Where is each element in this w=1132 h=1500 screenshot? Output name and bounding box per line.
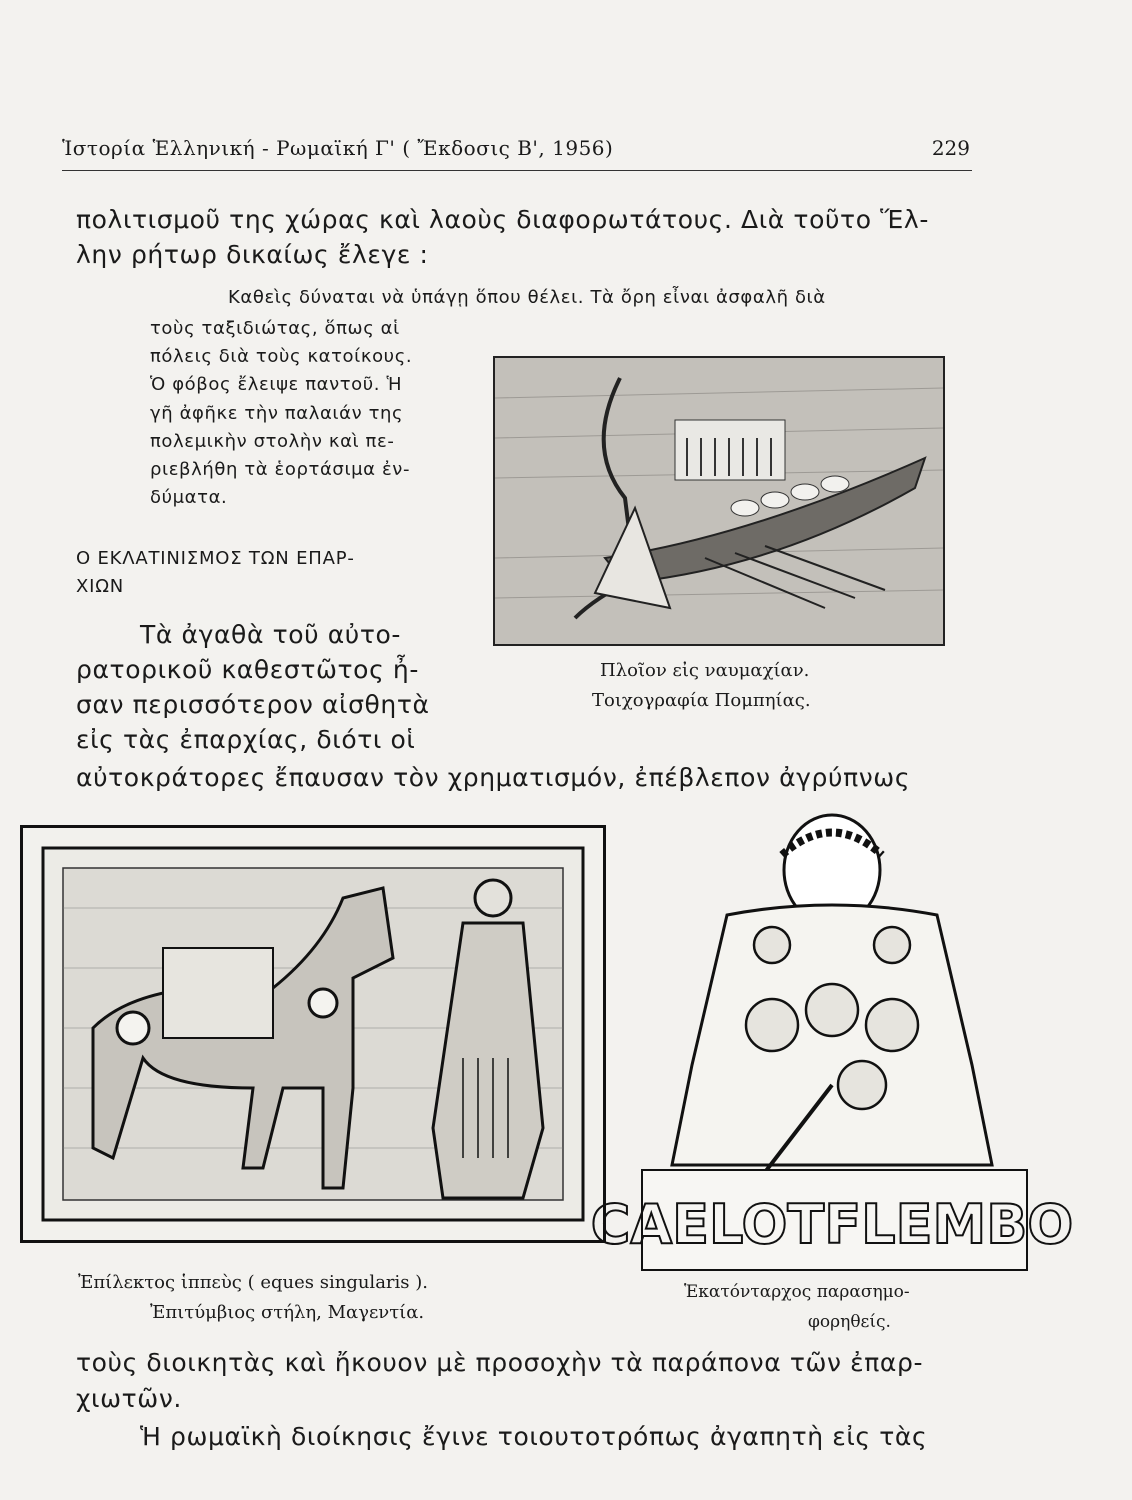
closing-line: τοὺς διοικητὰς καὶ ἤκουον μὲ προσοχὴν τὰ παράπονα τῶν ἐπαρ-	[76, 1348, 924, 1377]
quote-line: γῆ ἀφῆκε τὴν παλαιάν της	[150, 403, 404, 424]
section-line: εἰς τὰς ἐπαρχίας, διότι οἱ	[76, 725, 416, 754]
horseman-illustration	[23, 828, 603, 1240]
quote-line: Ὁ φόβος ἔλειψε παντοῦ. Ἡ	[150, 374, 403, 395]
centurion-caption: φορηθείς.	[808, 1312, 891, 1332]
centurion-figure	[590, 815, 1074, 1275]
running-header	[62, 136, 972, 171]
quote-line: πόλεις διὰ τοὺς κατοίκους.	[150, 346, 413, 367]
intro-line: λην ρήτωρ δικαίως ἔλεγε :	[76, 240, 429, 269]
ship-caption: Πλοῖον εἰς ναυμαχίαν.	[600, 660, 810, 681]
centurion-caption: Ἑκατόνταρχος παρασημο-	[684, 1282, 910, 1302]
quote-line: δύματα.	[150, 487, 228, 508]
horseman-figure	[20, 825, 606, 1243]
ship-figure	[493, 356, 945, 646]
section-line: αὐτοκράτορες ἔπαυσαν τὸν χρηματισμόν, ἐπέβλεπον ἀγρύπνως	[76, 763, 911, 792]
intro-line: πολιτισμοῦ της χώρας καὶ λαοὺς διαφορωτάτους. Διὰ τοῦτο Ἕλ-	[76, 205, 929, 234]
quote-line: πολεμικὴν στολὴν καὶ πε-	[150, 431, 395, 452]
book-title: Ἱστορία Ἑλληνική - Ρωμαϊκή Γ' ( Ἔκδοσις Β', 1956)	[62, 136, 614, 160]
quote-line: τοὺς ταξιδιώτας, ὅπως αἱ	[150, 318, 400, 339]
centurion-illustration	[590, 815, 1074, 1275]
section-heading: Ο ΕΚΛΑΤΙΝΙΣΜΟΣ ΤΩΝ ΕΠΑΡ-	[76, 548, 355, 569]
ship-caption: Τοιχογραφία Πομπηίας.	[592, 690, 811, 711]
centurion-inscription: CAELOTFLEMBO	[590, 1193, 1074, 1256]
quote-line: ριεβλήθη τὰ ἑορτάσιμα ἐν-	[150, 459, 411, 480]
quote-line: Καθεὶς δύναται νὰ ὑπάγῃ ὅπου θέλει. Τὰ ὄρη εἶναι ἀσφαλῆ διὰ	[228, 287, 826, 308]
closing-line: Ἡ ρωμαϊκὴ διοίκησις ἔγινε τοιουτοτρόπως ἀγαπητὴ εἰς τὰς	[140, 1422, 928, 1451]
horseman-caption: Ἐπιτύμβιος στήλη, Μαγεντία.	[150, 1302, 425, 1323]
section-line: ρατορικοῦ καθεστῶτος ἦ-	[76, 655, 419, 684]
ship-illustration	[495, 358, 943, 644]
page-number: 229	[931, 136, 970, 160]
section-line: Τὰ ἀγαθὰ τοῦ αὐτο-	[140, 620, 402, 649]
section-line: σαν περισσότερον αἰσθητὰ	[76, 690, 430, 719]
closing-line: χιωτῶν.	[76, 1384, 182, 1413]
horseman-caption: Ἐπίλεκτος ἱππεὺς ( eques singularis ).	[78, 1272, 428, 1293]
section-heading: ΧΙΩΝ	[76, 576, 125, 597]
